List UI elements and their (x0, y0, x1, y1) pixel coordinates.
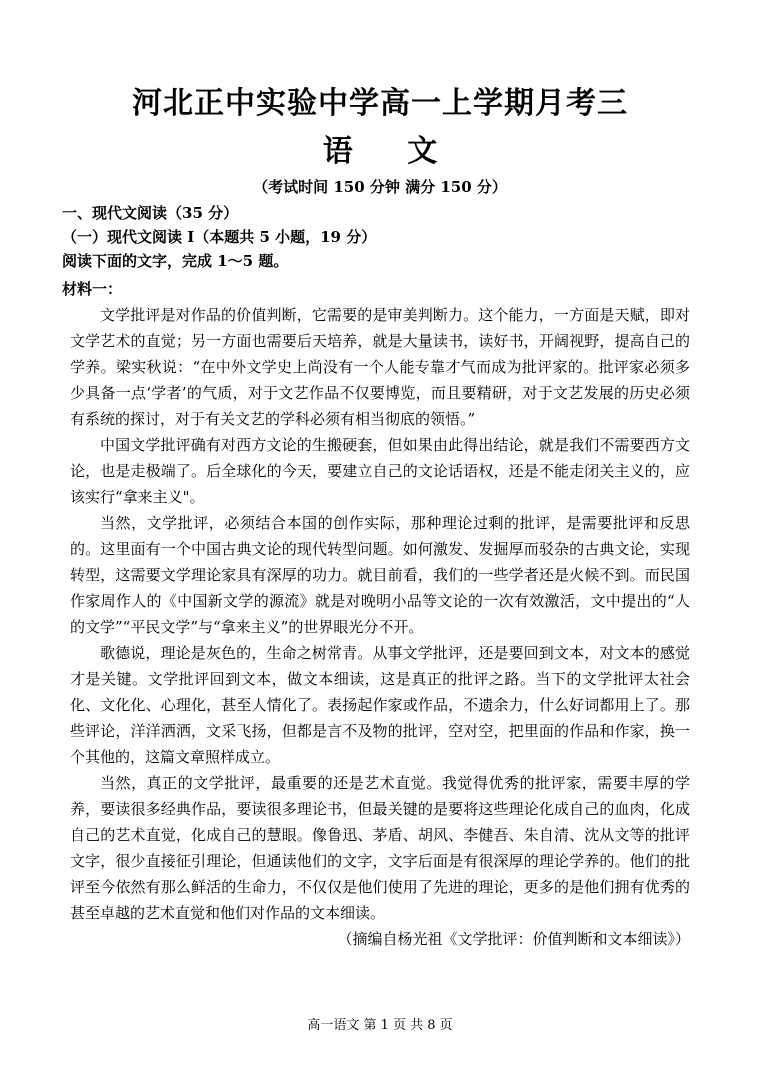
source-citation: （摘编自杨光祖《文学批评：价值判断和文本细读》） (337, 930, 690, 948)
paragraph: 当然，文学批评，必须结合本国的创作实际，那种理论过剩的批评，是需要批评和反思的。这里面有一个中国古典文论的现代转型问题。如何激发、发掘厚而驳杂的古典文论，实现转型，这需要文学理论家具有深厚的功力。就目前看，我们的一些学者还是火候不到。而民国作家周作人的《中国新文学的源流》就是对晚明小品等文论的一次有效激活，文中提出的“人的文学”“平民文学”与“拿来主义”的世界眼光分不开。 (70, 514, 690, 636)
paragraph: 当然，真正的文学批评，最重要的还是艺术直觉。我觉得优秀的批评家，需要丰厚的学养，要读很多经典作品，要读很多理论书，但最关键的是要将这些理论化成自己的血肉，化成自己的艺术直觉，化成自己的慧眼。像鲁迅、茅盾、胡风、李健吾、朱自清、沈从文等的批评文字，很少直接征引理论，但通读他们的文字，文字后面是有很深厚的理论学养的。他们的批评至今依然有那么鲜活的生命力，不仅仅是他们使用了先进的理论，更多的是他们拥有优秀的甚至卓越的艺术直觉和他们对作品的文本细读。 (70, 774, 690, 922)
reading-instruction: 阅读下面的文字，完成 1～5 题。 (62, 252, 289, 270)
material-label: 材料一： (62, 280, 123, 298)
exam-info: （考试时间 150 分钟 满分 150 分） (253, 178, 507, 196)
paragraph: 中国文学批评确有对西方文论的生搬硬套，但如果由此得出结论，就是我们不需要西方文论，也是走极端了。后全球化的今天，要建立自己的文论话语权，还是不能走闭关主义的，应该实行“拿来主义"。 (70, 436, 690, 506)
paragraph: 歌德说，理论是灰色的，生命之树常青。从事文学批评，还是要回到文本，对文本的感觉才是关键。文学批评回到文本，做文本细读，这是真正的批评之路。当下的文学批评太社会化、文化化、心理化，甚至人情化了。表扬起作家或作品，不遗余力，什么好词都用上了。那些评论，洋洋洒洒，文采飞扬，但都是言不及物的批评，空对空，把里面的作品和作家，换一个其他的，这篇文章照样成立。 (70, 644, 690, 766)
reading-passage (62, 276, 690, 952)
section-heading: 一、现代文阅读（35 分） (62, 204, 239, 222)
subject-title: 语 文 (322, 134, 460, 169)
paragraph: 文学批评是对作品的价值判断，它需要的是审美判断力。这个能力，一方面是天赋，即对文学艺术的直觉；另一方面也需要后天培养，就是大量读书，读好书，开阔视野，提高自己的学养。梁实秋说：“在中外文学史上尚没有一个人能专靠才气而成为批评家的。批评家必须多少具备一点‘学者’的气质，对于文艺作品不仅要博览，而且要精研，对于文艺发展的历史必须有系统的探讨，对于有关文艺的学科必须有相当彻底的领悟。” (70, 306, 690, 428)
sub-section-heading: （一）现代文阅读 I（本题共 5 小题，19 分） (62, 228, 377, 246)
exam-title: 河北正中实验中学高一上学期月考三 (132, 86, 628, 121)
page-footer: 高一语文 第 1 页 共 8 页 (307, 1018, 453, 1033)
